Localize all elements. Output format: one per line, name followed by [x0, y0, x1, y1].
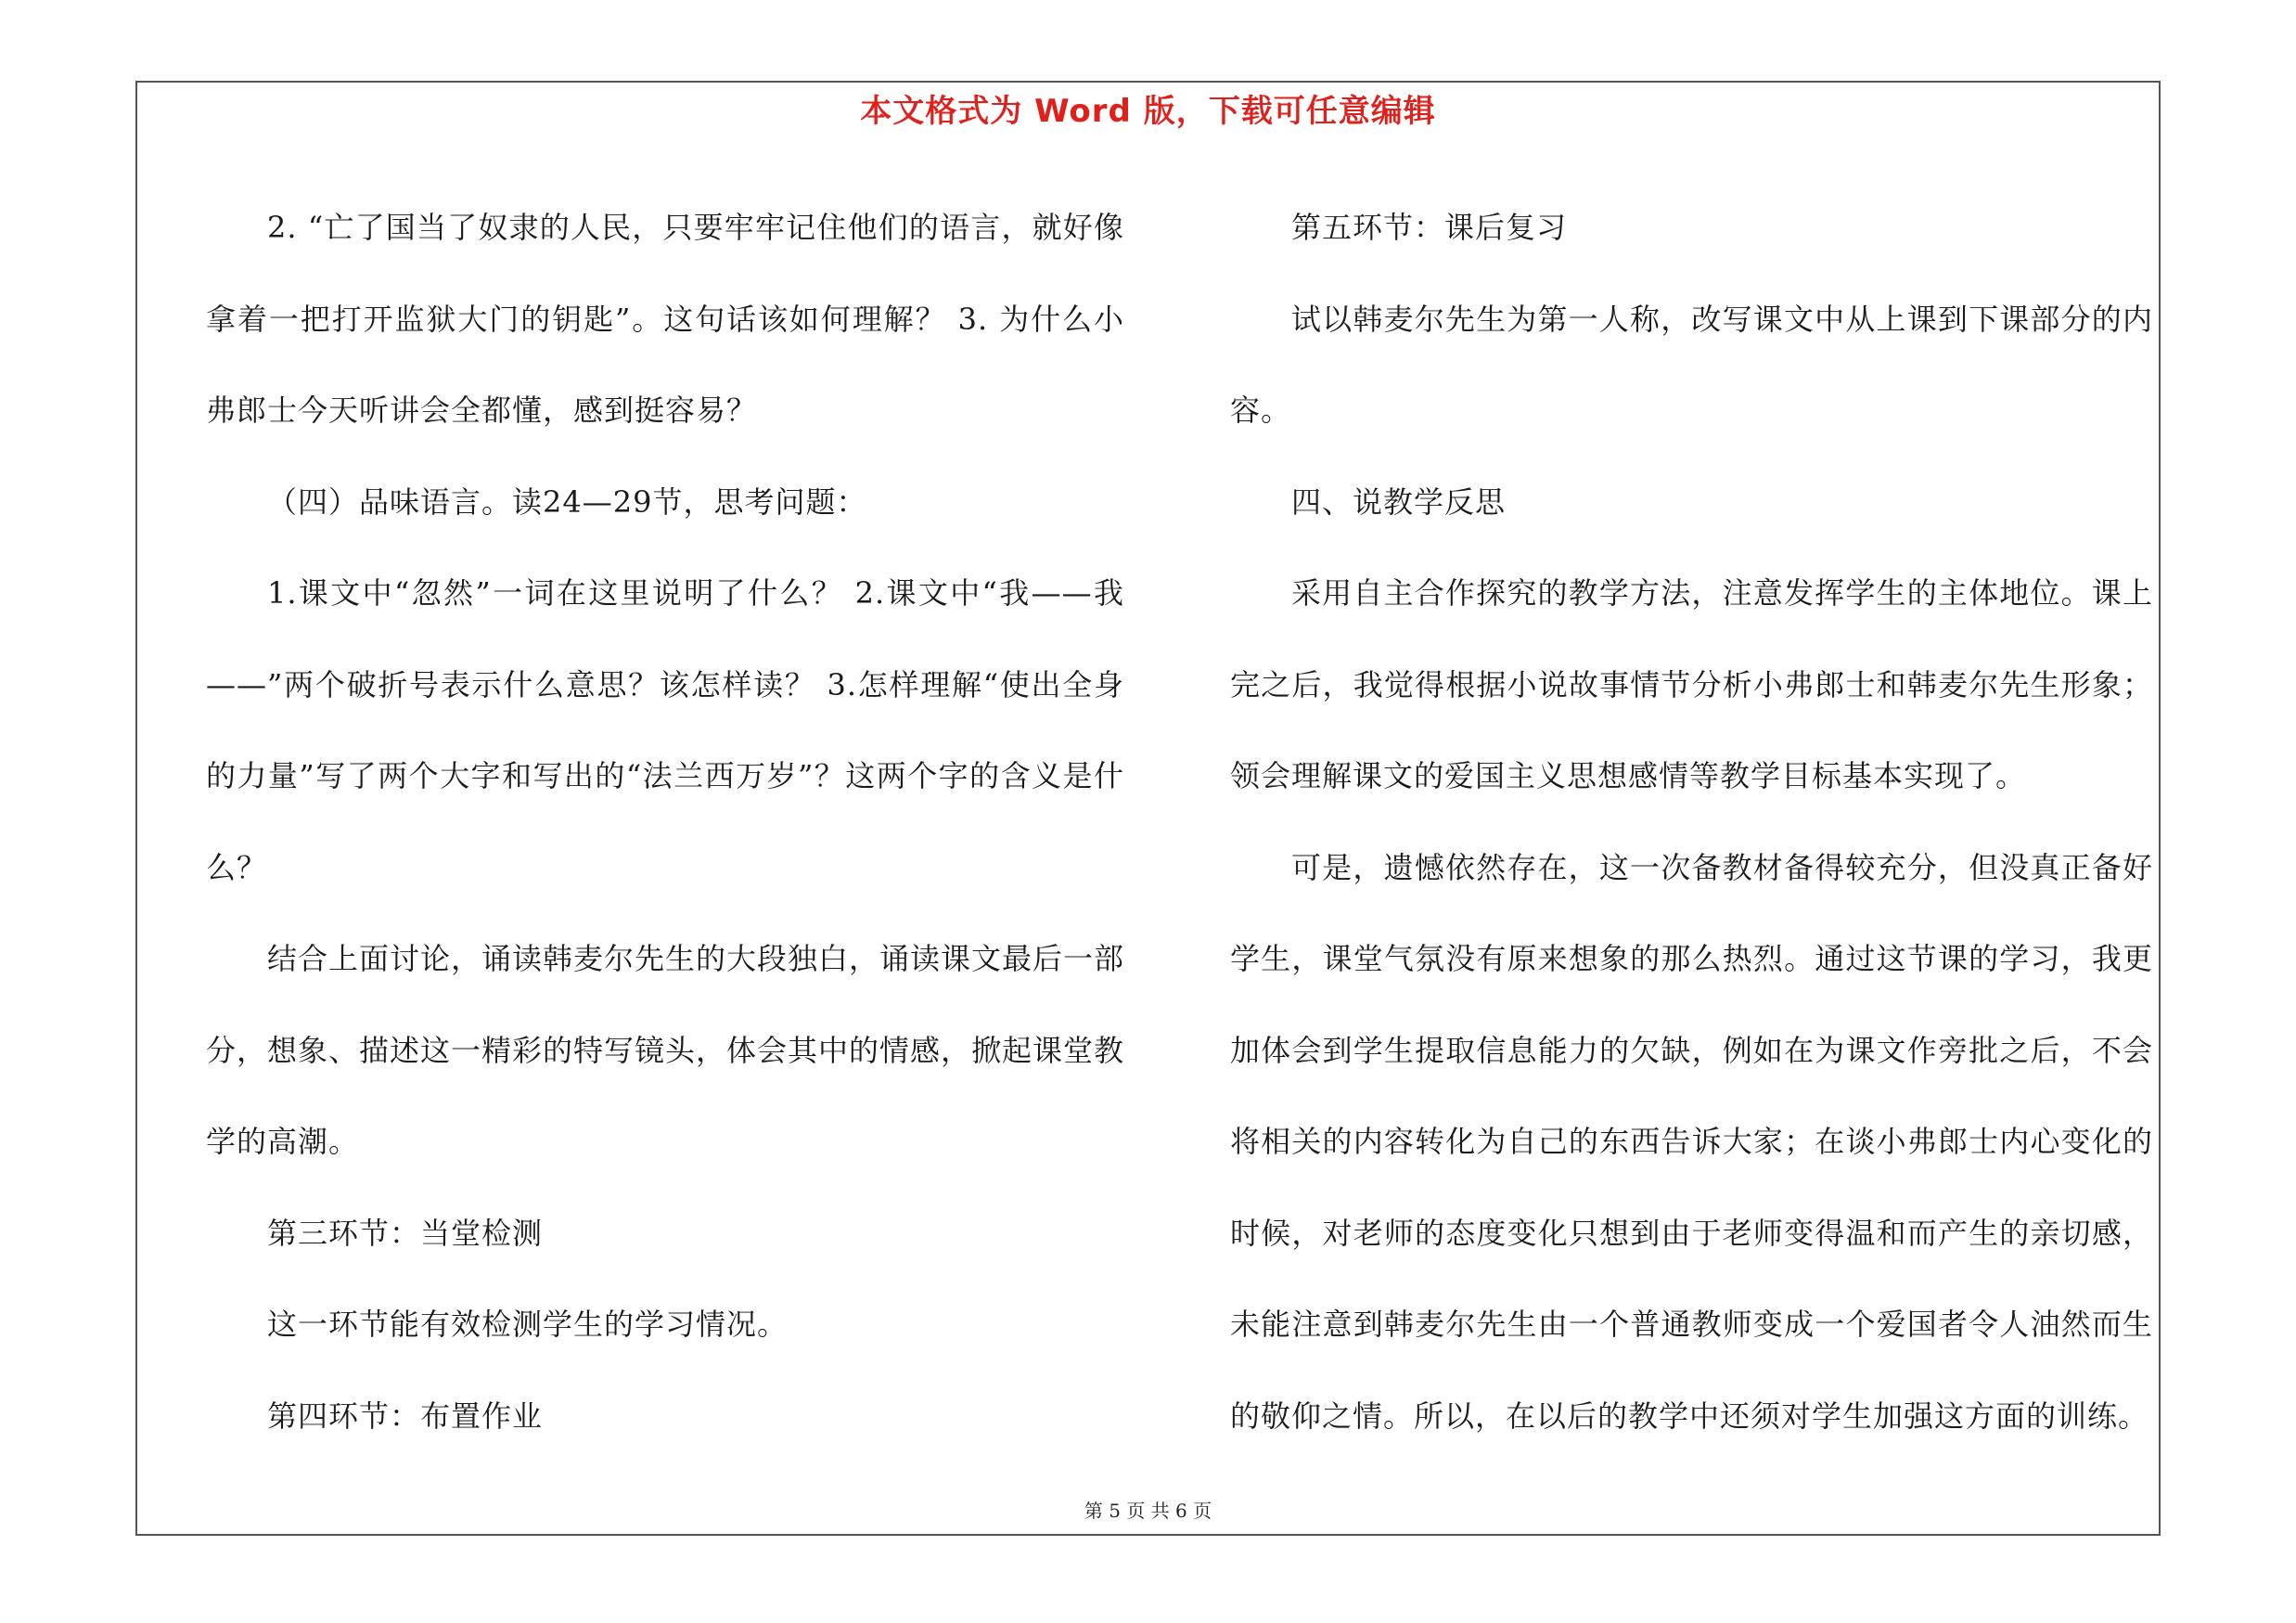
paragraph: 2. “亡了国当了奴隶的人民，只要牢牢记住他们的语言，就好像拿着一把打开监狱大门的钥匙”。这句话该如何理解？ 3. 为什么小弗郎士今天听讲会全都懂，感到挺容易？ [206, 210, 1124, 428]
paragraph: 可是，遗憾依然存在，这一次备教材备得较充分，但没真正备好学生，课堂气氛没有原来想象的那么热烈。通过这节课的学习，我更加体会到学生提取信息能力的欠缺，例如在为课文作旁批之后，不会将相关的内容转化为自己的东西告诉大家；在谈小弗郎士内心变化的时候，对老师的态度变化只想到由于老师变得温和而产生的亲切感，未能注意到韩麦尔先生由一个普通教师变成一个爱国者令人油然而生的敬仰之情。所以，在以后的教学中还须对学生加强这方面的训练。 [1230, 849, 2153, 1434]
paragraph: （四）品味语言。读24—29节，思考问题： [267, 483, 867, 520]
left-column [206, 182, 1124, 1462]
section-heading: 第五环节：课后复习 [1291, 210, 1568, 245]
section-heading: 第三环节：当堂检测 [267, 1215, 544, 1251]
paragraph: 采用自主合作探究的教学方法，注意发挥学生的主体地位。课上完之后，我觉得根据小说故事情节分析小弗郎士和韩麦尔先生形象；领会理解课文的爱国主义思想感情等教学目标基本实现了。 [1230, 575, 2153, 793]
paragraph: 1.课文中“忽然”一词在这里说明了什么？ 2.课文中“我——我——”两个破折号表示什么意思？该怎样读？ 3.怎样理解“使出全身的力量”写了两个大字和写出的“法兰西万岁”？这两个字的含义是什么？ [206, 575, 1124, 885]
page-number: 第 5 页 共 6 页 [1084, 1500, 1212, 1522]
section-heading: 四、说教学反思 [1291, 483, 1507, 520]
paragraph: 结合上面讨论，诵读韩麦尔先生的大段独白，诵读课文最后一部分，想象、描述这一精彩的特写镜头，体会其中的情感，掀起课堂教学的高潮。 [206, 941, 1125, 1159]
paragraph: 试以韩麦尔先生为第一人称，改写课文中从上课到下课部分的内容。 [1230, 301, 2153, 428]
section-heading: 第四环节：布置作业 [267, 1398, 544, 1434]
word-format-banner: 本文格式为 Word 版，下载可任意编辑 [860, 93, 1436, 130]
right-column [1230, 182, 2153, 1462]
paragraph: 这一环节能有效检测学生的学习情况。 [267, 1307, 789, 1342]
